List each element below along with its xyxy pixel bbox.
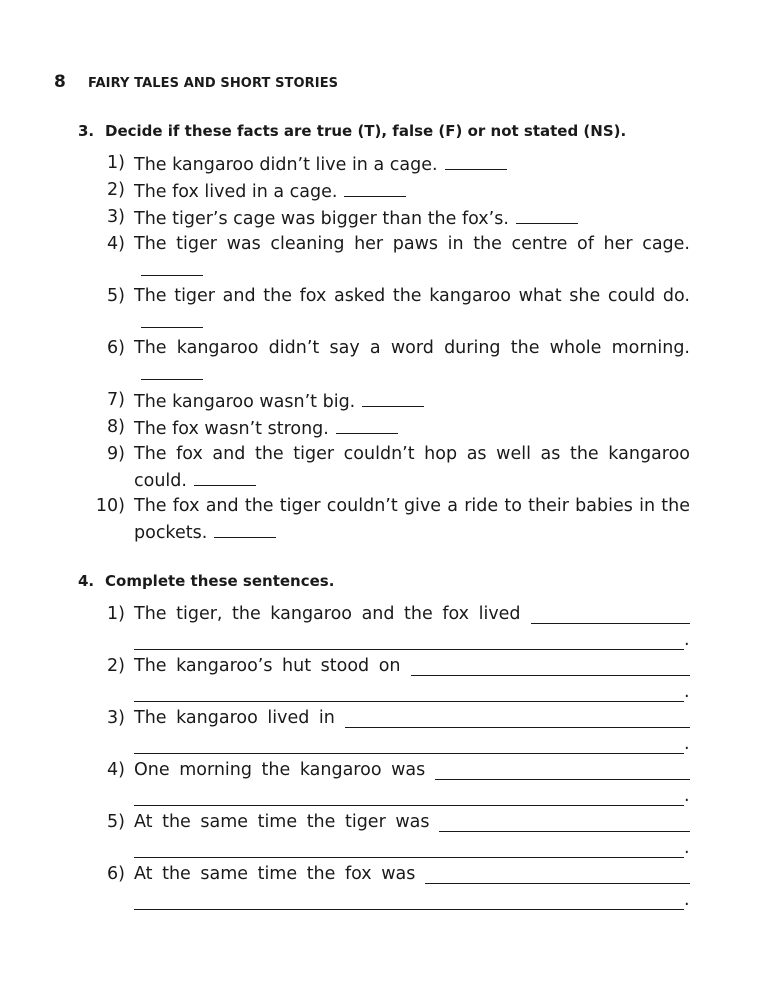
answer-blank[interactable] <box>344 178 406 197</box>
page-number: 8 <box>54 72 66 92</box>
item-number: 8) <box>107 417 125 437</box>
end-mark: . <box>684 838 690 858</box>
statement-text: The kangaroo didn’t live in a cage. <box>134 155 438 175</box>
item-number: 5) <box>107 812 125 832</box>
tf-item <box>78 388 690 415</box>
item-number: 3) <box>107 207 125 227</box>
answer-line[interactable] <box>435 759 690 780</box>
answer-line[interactable] <box>531 603 690 624</box>
sentence-start: The tiger, the kangaroo and the fox lived <box>134 604 521 624</box>
tf-item <box>78 415 690 442</box>
task-4-number: 4. <box>78 572 95 590</box>
sentence-start: At the same time the tiger was <box>134 812 430 832</box>
statement-text: The fox and the tiger couldn’t hop as well as the kangaroo could. <box>134 444 690 491</box>
task-3-number: 3. <box>78 122 95 140</box>
answer-line-continued[interactable] <box>134 837 684 858</box>
task-3-heading <box>78 120 690 142</box>
answer-line[interactable] <box>439 811 690 832</box>
item-number: 10) <box>95 496 125 516</box>
item-number: 6) <box>107 864 125 884</box>
answer-line-continued[interactable] <box>134 681 684 702</box>
item-number: 7) <box>107 390 125 410</box>
task-4 <box>78 570 690 910</box>
statement-text: The kangaroo didn’t say a word during the whole morning. <box>134 338 690 358</box>
answer-blank[interactable] <box>194 467 256 486</box>
answer-line[interactable] <box>411 655 690 676</box>
answer-blank[interactable] <box>445 151 507 170</box>
sentence-item <box>78 650 690 702</box>
end-mark: . <box>684 682 690 702</box>
statement-text: The fox lived in a cage. <box>134 182 338 202</box>
tf-item <box>78 442 690 494</box>
answer-line[interactable] <box>425 863 690 884</box>
task-4-heading <box>78 570 690 592</box>
answer-blank[interactable] <box>141 361 203 380</box>
answer-blank[interactable] <box>141 309 203 328</box>
chapter-title: FAIRY TALES AND SHORT STORIES <box>88 76 339 91</box>
sentence-start: At the same time the fox was <box>134 864 416 884</box>
sentence-item <box>78 598 690 650</box>
item-number: 6) <box>107 338 125 358</box>
tf-item <box>78 284 690 336</box>
complete-sentences-list <box>78 598 690 910</box>
tf-item <box>78 151 690 178</box>
statement-text: The fox wasn’t strong. <box>134 419 329 439</box>
sentence-item <box>78 806 690 858</box>
statement-text: The tiger’s cage was bigger than the fox’s. <box>134 209 509 229</box>
statement-text: The tiger was cleaning her paws in the centre of her cage. <box>134 234 690 254</box>
tf-item <box>78 178 690 205</box>
answer-blank[interactable] <box>362 388 424 407</box>
answer-blank[interactable] <box>214 519 276 538</box>
tf-item <box>78 232 690 284</box>
sentence-start: The kangaroo’s hut stood on <box>134 656 401 676</box>
answer-line[interactable] <box>345 707 690 728</box>
end-mark: . <box>684 734 690 754</box>
statement-text: The kangaroo wasn’t big. <box>134 392 356 412</box>
item-number: 9) <box>107 444 125 464</box>
item-number: 2) <box>107 180 125 200</box>
tf-item <box>78 494 690 546</box>
sentence-item <box>78 858 690 910</box>
item-number: 1) <box>107 153 125 173</box>
statement-text: The tiger and the fox asked the kangaroo what she could do. <box>134 286 690 306</box>
task-3 <box>78 120 690 546</box>
answer-line-continued[interactable] <box>134 785 684 806</box>
answer-blank[interactable] <box>516 205 578 224</box>
item-number: 5) <box>107 286 125 306</box>
end-mark: . <box>684 890 690 910</box>
task-3-instruction: Decide if these facts are true (T), false (F) or not stated (NS). <box>105 122 627 140</box>
sentence-item <box>78 702 690 754</box>
tf-item <box>78 336 690 388</box>
sentence-start: The kangaroo lived in <box>134 708 335 728</box>
sentence-start: One morning the kangaroo was <box>134 760 426 780</box>
answer-blank[interactable] <box>336 415 398 434</box>
item-number: 1) <box>107 604 125 624</box>
item-number: 3) <box>107 708 125 728</box>
item-number: 2) <box>107 656 125 676</box>
task-4-instruction: Complete these sentences. <box>105 572 335 590</box>
running-head <box>54 72 338 92</box>
item-number: 4) <box>107 760 125 780</box>
answer-line-continued[interactable] <box>134 733 684 754</box>
answer-line-continued[interactable] <box>134 889 684 910</box>
answer-blank[interactable] <box>141 257 203 276</box>
answer-line-continued[interactable] <box>134 629 684 650</box>
statement-text: The fox and the tiger couldn’t give a ride to their babies in the pockets. <box>134 496 690 543</box>
end-mark: . <box>684 630 690 650</box>
end-mark: . <box>684 786 690 806</box>
sentence-item <box>78 754 690 806</box>
true-false-list <box>78 151 690 546</box>
item-number: 4) <box>107 234 125 254</box>
tf-item <box>78 205 690 232</box>
